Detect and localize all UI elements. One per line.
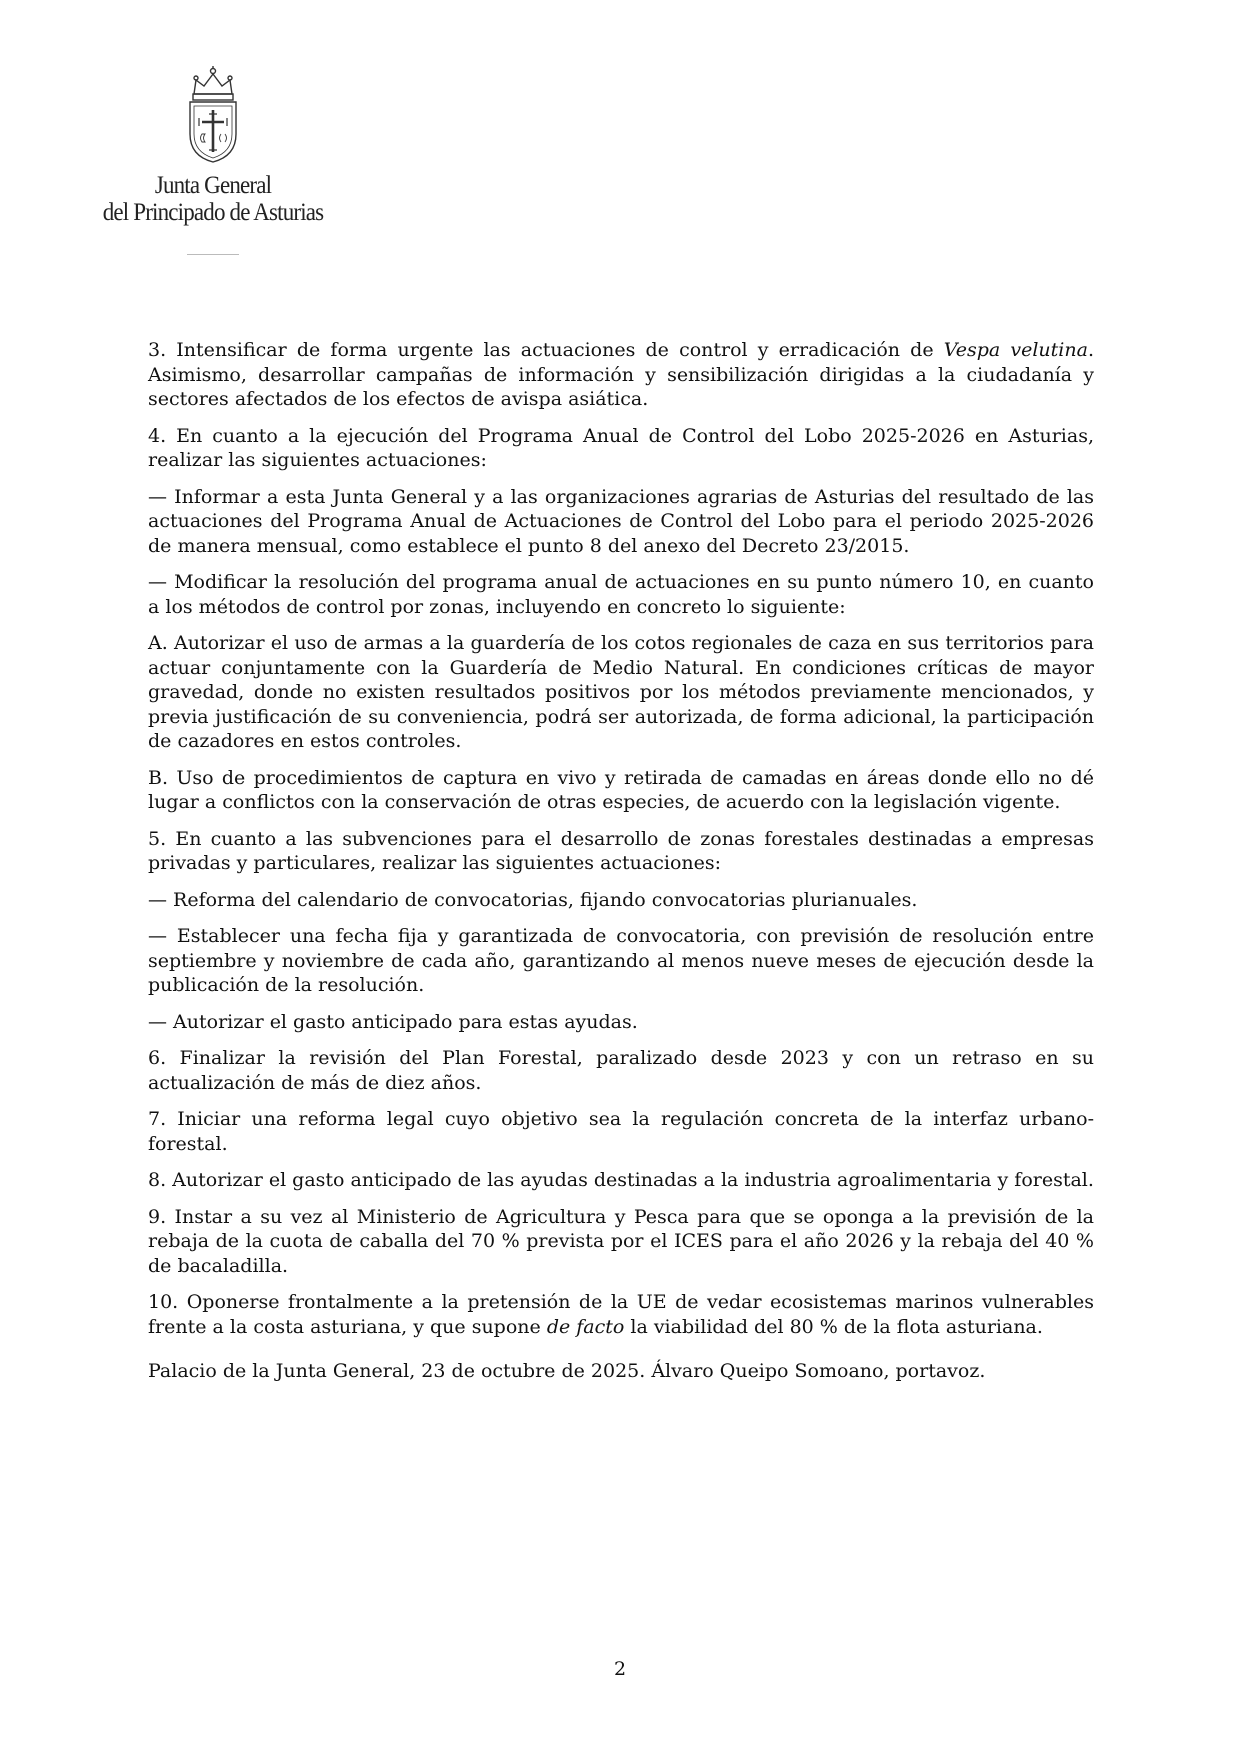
paragraph-4: 4. En cuanto a la ejecución del Programa Anual de Control del Lobo 2025-2026 en Asturias, realizar las siguientes actuaciones: bbox=[148, 424, 1094, 471]
paragraph-5: 5. En cuanto a las subvenciones para el desarrollo de zonas forestales destinadas a empresas privadas y particulares, realizar las siguientes actuaciones: bbox=[148, 827, 1094, 874]
paragraph-5-item-1: — Reforma del calendario de convocatorias, fijando convocatorias plurianuales. bbox=[148, 888, 918, 911]
paragraph-7: 7. Iniciar una reforma legal cuyo objetivo sea la regulación concreta de la interfaz urbano-forestal. bbox=[148, 1108, 1094, 1155]
institution-name-line2: del Principado de Asturias bbox=[102, 199, 324, 226]
paragraph-6: 6. Finalizar la revisión del Plan Forestal, paralizado desde 2023 y con un retraso en su actualización de más de diez años. bbox=[148, 1047, 1094, 1094]
paragraph-3-text-end: . Asimismo, desarrollar campañas de información y sensibilización dirigidas a la ciudadanía y sectores afectados de los efectos de avispa asiática. bbox=[148, 339, 1094, 410]
page-number: 2 bbox=[613, 1658, 627, 1680]
paragraph-10 bbox=[148, 1290, 1094, 1339]
paragraph-3 bbox=[148, 338, 1094, 412]
paragraph-5-item-3: — Autorizar el gasto anticipado para estas ayudas. bbox=[148, 1010, 638, 1033]
paragraph-4-point-b: B. Uso de procedimientos de captura en vivo y retirada de camadas en áreas donde ello no dé lugar a conflictos con la conservación de otras especies, de acuerdo con la legislación vigente. bbox=[148, 766, 1094, 813]
paragraph-4-point-a: A. Autorizar el uso de armas a la guardería de los cotos regionales de caza en sus territorios para actuar conjuntamente con la Guardería de Medio Natural. En condiciones críticas de mayor gravedad, donde no existen resultados positivos por los métodos previamente mencionados, y previa justificación de su conveniencia, podrá ser autorizada, de forma adicional, la participación de cazadores en estos controles. bbox=[148, 632, 1094, 752]
document-body bbox=[148, 338, 1094, 1396]
header-divider bbox=[187, 254, 239, 255]
paragraph-3-text: 3. Intensificar de forma urgente las actuaciones de control y erradicación de bbox=[148, 339, 944, 361]
paragraph-4-item-1: — Informar a esta Junta General y a las organizaciones agrarias de Asturias del resultado de las actuaciones del Programa Anual de Actuaciones de Control del Lobo para el periodo 2025-2026 de manera mensual, como establece el punto 8 del anexo del Decreto 23/2015. bbox=[148, 485, 1094, 557]
paragraph-9: 9. Instar a su vez al Ministerio de Agricultura y Pesca para que se oponga a la previsión de la rebaja de la cuota de caballa del 70 % prevista por el ICES para el año 2026 y la rebaja del 40 % de bacaladilla. bbox=[148, 1205, 1094, 1277]
institution-name-line1: Junta General bbox=[154, 172, 272, 199]
paragraph-8: 8. Autorizar el gasto anticipado de las ayudas destinadas a la industria agroalimentaria y forestal. bbox=[148, 1169, 1094, 1191]
paragraph-10-text: 10. Oponerse frontalmente a la pretensión de la UE de vedar ecosistemas marinos vulnerables frente a la costa asturiana, y que supone bbox=[148, 1291, 1094, 1338]
paragraph-5-item-2: — Establecer una fecha fija y garantizada de convocatoria, con previsión de resolución entre septiembre y noviembre de cada año, garantizando al menos nueve meses de ejecución desde la publicación de la resolución. bbox=[148, 925, 1094, 996]
institution-logo bbox=[88, 64, 338, 255]
signature-line: Palacio de la Junta General, 23 de octubre de 2025. Álvaro Queipo Somoano, portavoz. bbox=[148, 1360, 986, 1382]
paragraph-3-species: Vespa velutina bbox=[943, 339, 1088, 361]
paragraph-4-item-2: — Modificar la resolución del programa anual de actuaciones en su punto número 10, en cuanto a los métodos de control por zonas, incluyendo en concreto lo siguiente: bbox=[148, 571, 1094, 618]
paragraph-10-text-end: la viabilidad del 80 % de la flota asturiana. bbox=[624, 1315, 1043, 1338]
asturias-coat-of-arms-icon bbox=[182, 64, 244, 164]
paragraph-10-italic: de facto bbox=[546, 1315, 625, 1338]
